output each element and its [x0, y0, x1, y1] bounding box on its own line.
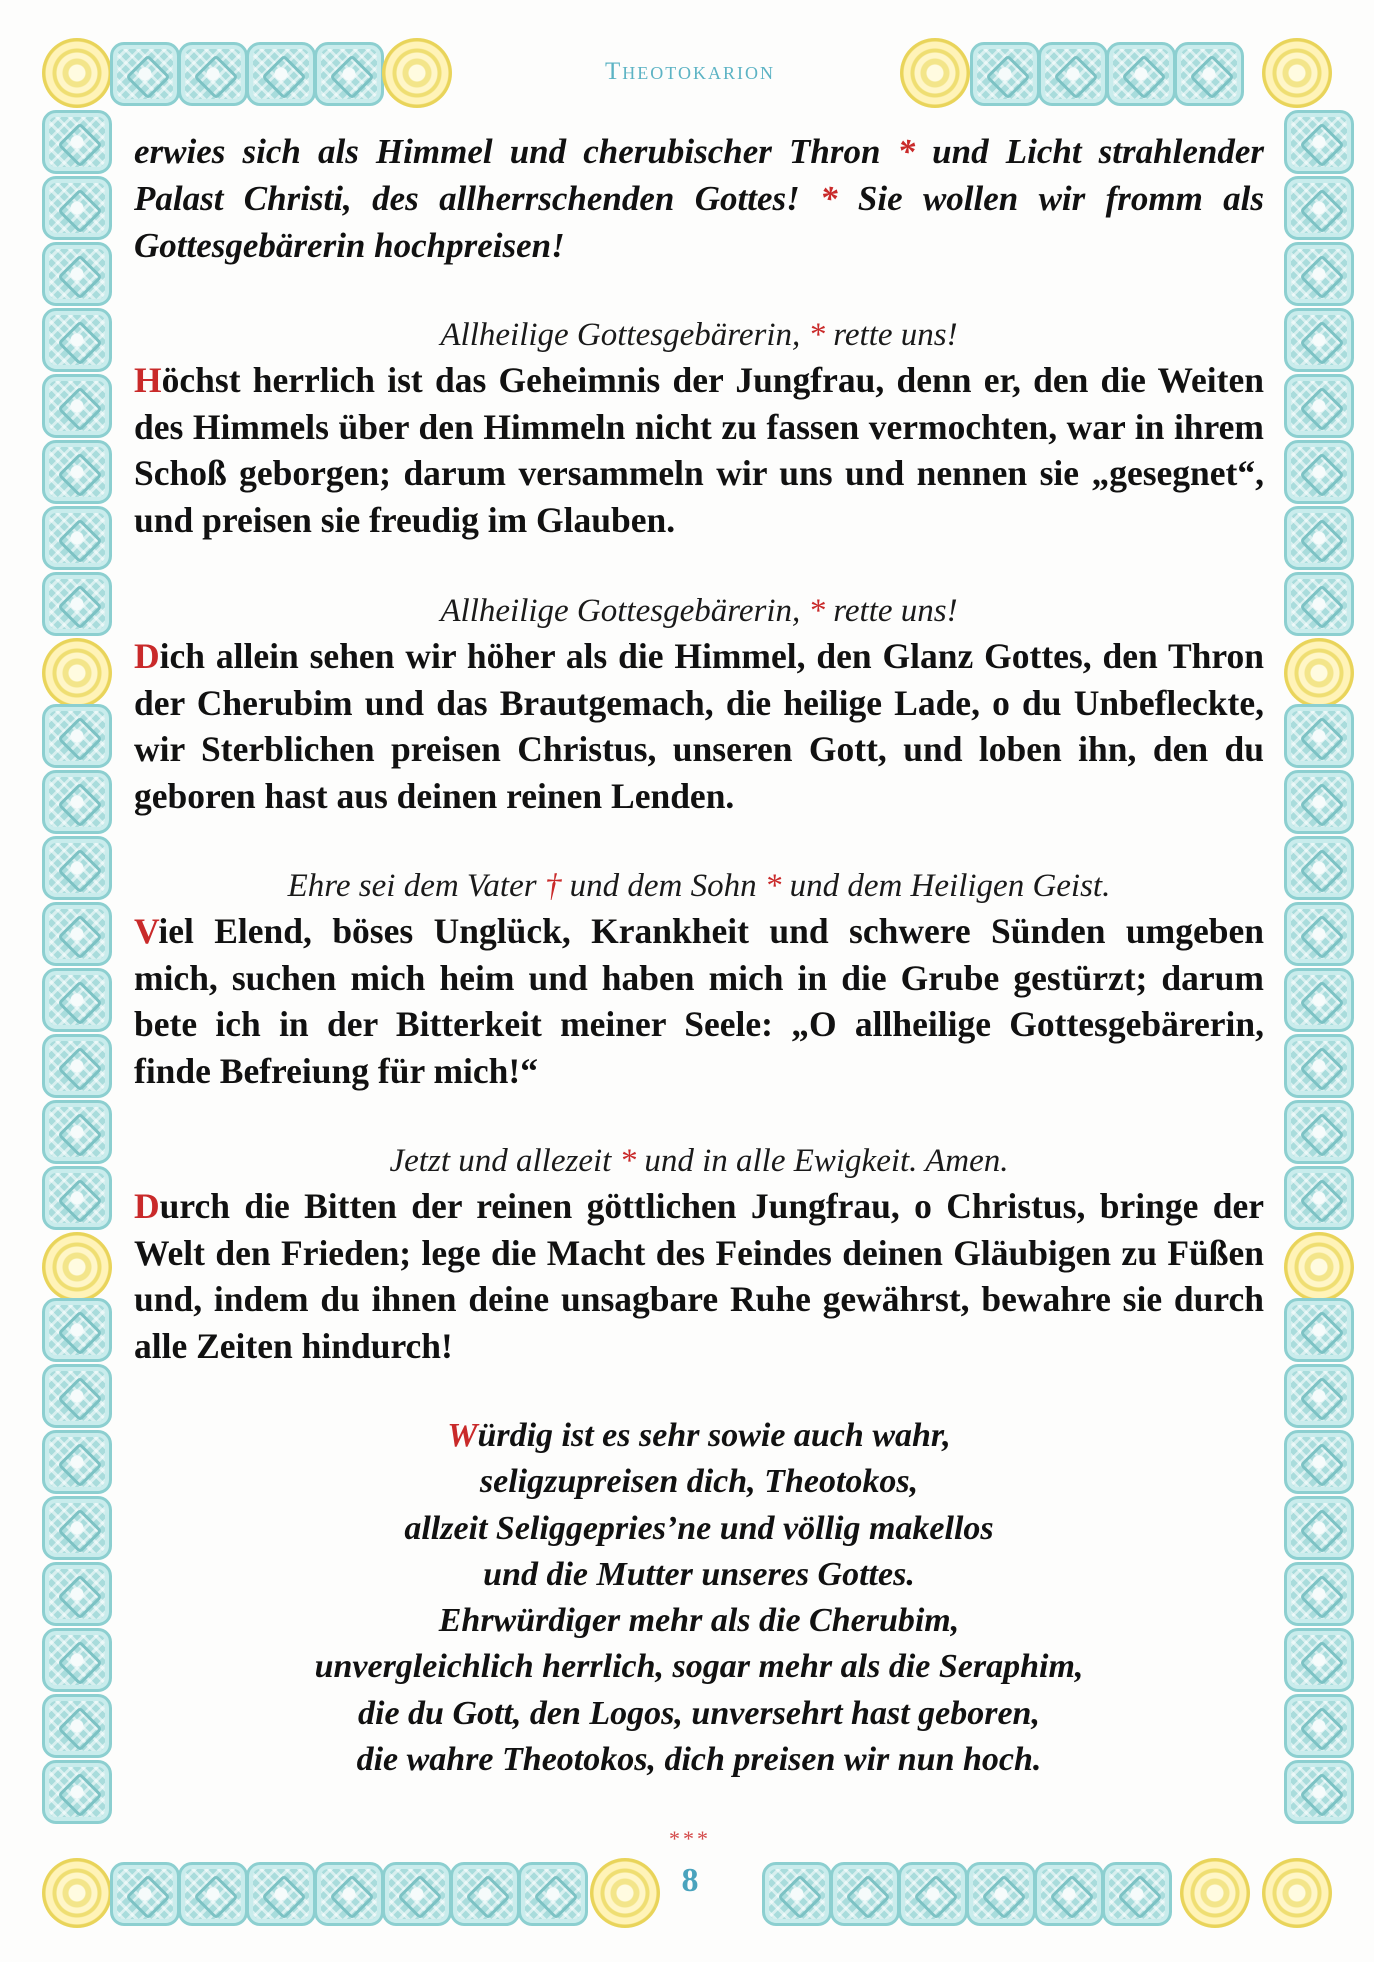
troparion-text: Viel Elend, böses Unglück, Krankheit und schwere Sünden umgeben mich, suchen mich heim und haben mich in die Grube gestürzt; darum bete ich in der Bitterkeit meiner Seele: „O allheilige Gottesgebärerin, finde Befreiung für mich!“ — [134, 911, 1264, 1091]
border-tile — [1284, 1166, 1354, 1230]
border-tile — [42, 242, 112, 306]
border-tile — [178, 1862, 248, 1926]
border-tile — [110, 42, 180, 106]
hymn-line: unvergleichlich herrlich, sogar mehr als die Seraphim, — [314, 1648, 1084, 1686]
border-tile — [42, 1496, 112, 1560]
border-tile — [1284, 1562, 1354, 1626]
border-tile — [1284, 176, 1354, 240]
page-number: 8 — [681, 1862, 699, 1899]
border-tile — [1284, 1364, 1354, 1428]
border-tile — [42, 1166, 112, 1230]
border-tile — [42, 836, 112, 900]
border-tile — [42, 1760, 112, 1824]
border-tile — [246, 1862, 316, 1926]
border-tile — [966, 1862, 1036, 1926]
hymn-line: Ehrwürdiger mehr als die Cherubim, — [438, 1602, 960, 1640]
border-tile — [1034, 1862, 1104, 1926]
border-tile — [762, 1862, 832, 1926]
paragraph-text-3: Sie wollen wir fromm als Gottesgebärerin hochpreisen! — [134, 179, 1265, 265]
border-tile — [898, 1862, 968, 1926]
hymn-line: Würdig ist es sehr sowie auch wahr, — [447, 1417, 951, 1454]
red-initial: W — [447, 1417, 478, 1454]
border-tile — [1284, 1496, 1354, 1560]
running-header: Theotokarion — [605, 58, 775, 85]
border-tile — [1284, 110, 1354, 174]
border-tile — [518, 1862, 588, 1926]
troparion-section — [134, 313, 1264, 543]
border-tile — [1284, 704, 1354, 768]
border-tile — [1284, 572, 1354, 636]
red-initial: H — [134, 360, 162, 400]
doxology-section — [134, 864, 1264, 1094]
border-tile — [1284, 1034, 1354, 1098]
troparion-text: Dich allein sehen wir höher als die Himmel, den Glanz Gottes, den Thron der Cherubim und das Brautgemach, die heilige Lade, o du Unbefleckte, wir Sterblichen preisen Christus, unseren Gott, und loben ihn, den du geboren hast aus deinen reinen Lenden. — [134, 636, 1264, 816]
rubric-line: Allheilige Gottesgebärerin, * rette uns! — [440, 317, 958, 353]
border-tile — [1038, 42, 1108, 106]
border-tile — [1284, 1100, 1354, 1164]
border-tile — [1284, 440, 1354, 504]
border-tile — [314, 1862, 384, 1926]
border-medallion — [1284, 638, 1354, 708]
border-tile — [42, 176, 112, 240]
border-tile — [1284, 506, 1354, 570]
border-tile — [1102, 1862, 1172, 1926]
border-tile — [1284, 1430, 1354, 1494]
border-tile — [42, 1298, 112, 1362]
border-tile — [1284, 770, 1354, 834]
border-tile — [42, 1100, 112, 1164]
border-medallion — [42, 1232, 112, 1302]
border-tile — [450, 1862, 520, 1926]
border-tile — [1284, 968, 1354, 1032]
troparion-text: Höchst herrlich ist das Geheimnis der Jungfrau, denn er, den die Weiten des Himmels über den Himmeln nicht zu fassen vermochten, war in ihrem Schoß geborgen; darum versammeln wir uns und nennen sie „gesegnet“, und preisen sie freudig im Glauben. — [134, 360, 1264, 540]
border-medallion — [42, 638, 112, 708]
border-tile — [970, 42, 1040, 106]
border-tile — [42, 968, 112, 1032]
red-initial: D — [134, 1186, 160, 1226]
border-medallion — [1284, 1232, 1354, 1302]
corner-medallion — [1262, 1858, 1332, 1928]
border-medallion — [590, 1858, 660, 1928]
border-tile — [42, 770, 112, 834]
rubric-line: Jetzt und allezeit * und in alle Ewigkeit. Amen. — [389, 1143, 1009, 1179]
theotokion-section — [134, 1139, 1264, 1369]
border-tile — [42, 374, 112, 438]
border-tile — [42, 1364, 112, 1428]
paragraph-text-2: und Licht strahlender Palast Christi, des allherrschenden Gottes! — [134, 132, 1264, 218]
border-tile — [42, 110, 112, 174]
border-tile — [42, 1628, 112, 1692]
border-tile — [830, 1862, 900, 1926]
section-ornament: *** — [669, 1826, 711, 1851]
border-tile — [110, 1862, 180, 1926]
border-tile — [1284, 836, 1354, 900]
corner-medallion — [42, 38, 112, 108]
border-tile — [42, 902, 112, 966]
border-tile — [178, 42, 248, 106]
border-tile — [1106, 42, 1176, 106]
border-tile — [1284, 242, 1354, 306]
red-initial: V — [134, 911, 159, 951]
troparion-section — [134, 589, 1264, 819]
red-initial: D — [134, 636, 160, 676]
hymn-line: die wahre Theotokos, dich preisen wir nun hoch. — [356, 1741, 1042, 1779]
border-tile — [1284, 1628, 1354, 1692]
corner-medallion — [42, 1858, 112, 1928]
border-medallion — [382, 38, 452, 108]
border-tile — [314, 42, 384, 106]
border-tile — [42, 1430, 112, 1494]
border-tile — [1174, 42, 1244, 106]
hymn-line: die du Gott, den Logos, unversehrt hast geboren, — [358, 1694, 1040, 1732]
rubric-line: Ehre sei dem Vater † und dem Sohn * und dem Heiligen Geist. — [287, 868, 1111, 904]
continued-paragraph — [134, 128, 1264, 269]
border-tile — [1284, 374, 1354, 438]
border-tile — [1284, 1694, 1354, 1758]
border-tile — [42, 1034, 112, 1098]
border-tile — [382, 1862, 452, 1926]
border-tile — [42, 506, 112, 570]
border-tile — [42, 704, 112, 768]
border-medallion — [1180, 1858, 1250, 1928]
border-medallion — [900, 38, 970, 108]
paragraph-text-1: erwies sich als Himmel und cherubischer Thron — [134, 132, 898, 171]
corner-medallion — [1262, 38, 1332, 108]
border-tile — [1284, 308, 1354, 372]
border-tile — [1284, 902, 1354, 966]
border-tile — [1284, 1760, 1354, 1824]
border-tile — [42, 572, 112, 636]
border-tile — [42, 1694, 112, 1758]
star-marker: * — [897, 132, 916, 171]
border-tile — [42, 1562, 112, 1626]
border-tile — [246, 42, 316, 106]
star-marker: * — [820, 179, 838, 218]
axion-estin-hymn — [134, 1413, 1264, 1783]
border-tile — [1284, 1298, 1354, 1362]
hymn-line: und die Mutter unseres Gottes. — [483, 1555, 915, 1593]
troparion-text: Durch die Bitten der reinen göttlichen Jungfrau, o Christus, bringe der Welt den Frieden; lege die Macht des Feindes deinen Gläubigen zu Füßen und, indem du ihnen deine unsagbare Ruhe gewährst, bewahre sie durch alle Zeiten hindurch! — [134, 1186, 1264, 1366]
border-tile — [42, 308, 112, 372]
hymn-line: allzeit Seliggepries’ne und völlig makellos — [404, 1509, 994, 1547]
border-tile — [42, 440, 112, 504]
rubric-line: Allheilige Gottesgebärerin, * rette uns! — [440, 593, 958, 629]
hymn-line: seligzupreisen dich, Theotokos, — [479, 1463, 919, 1501]
